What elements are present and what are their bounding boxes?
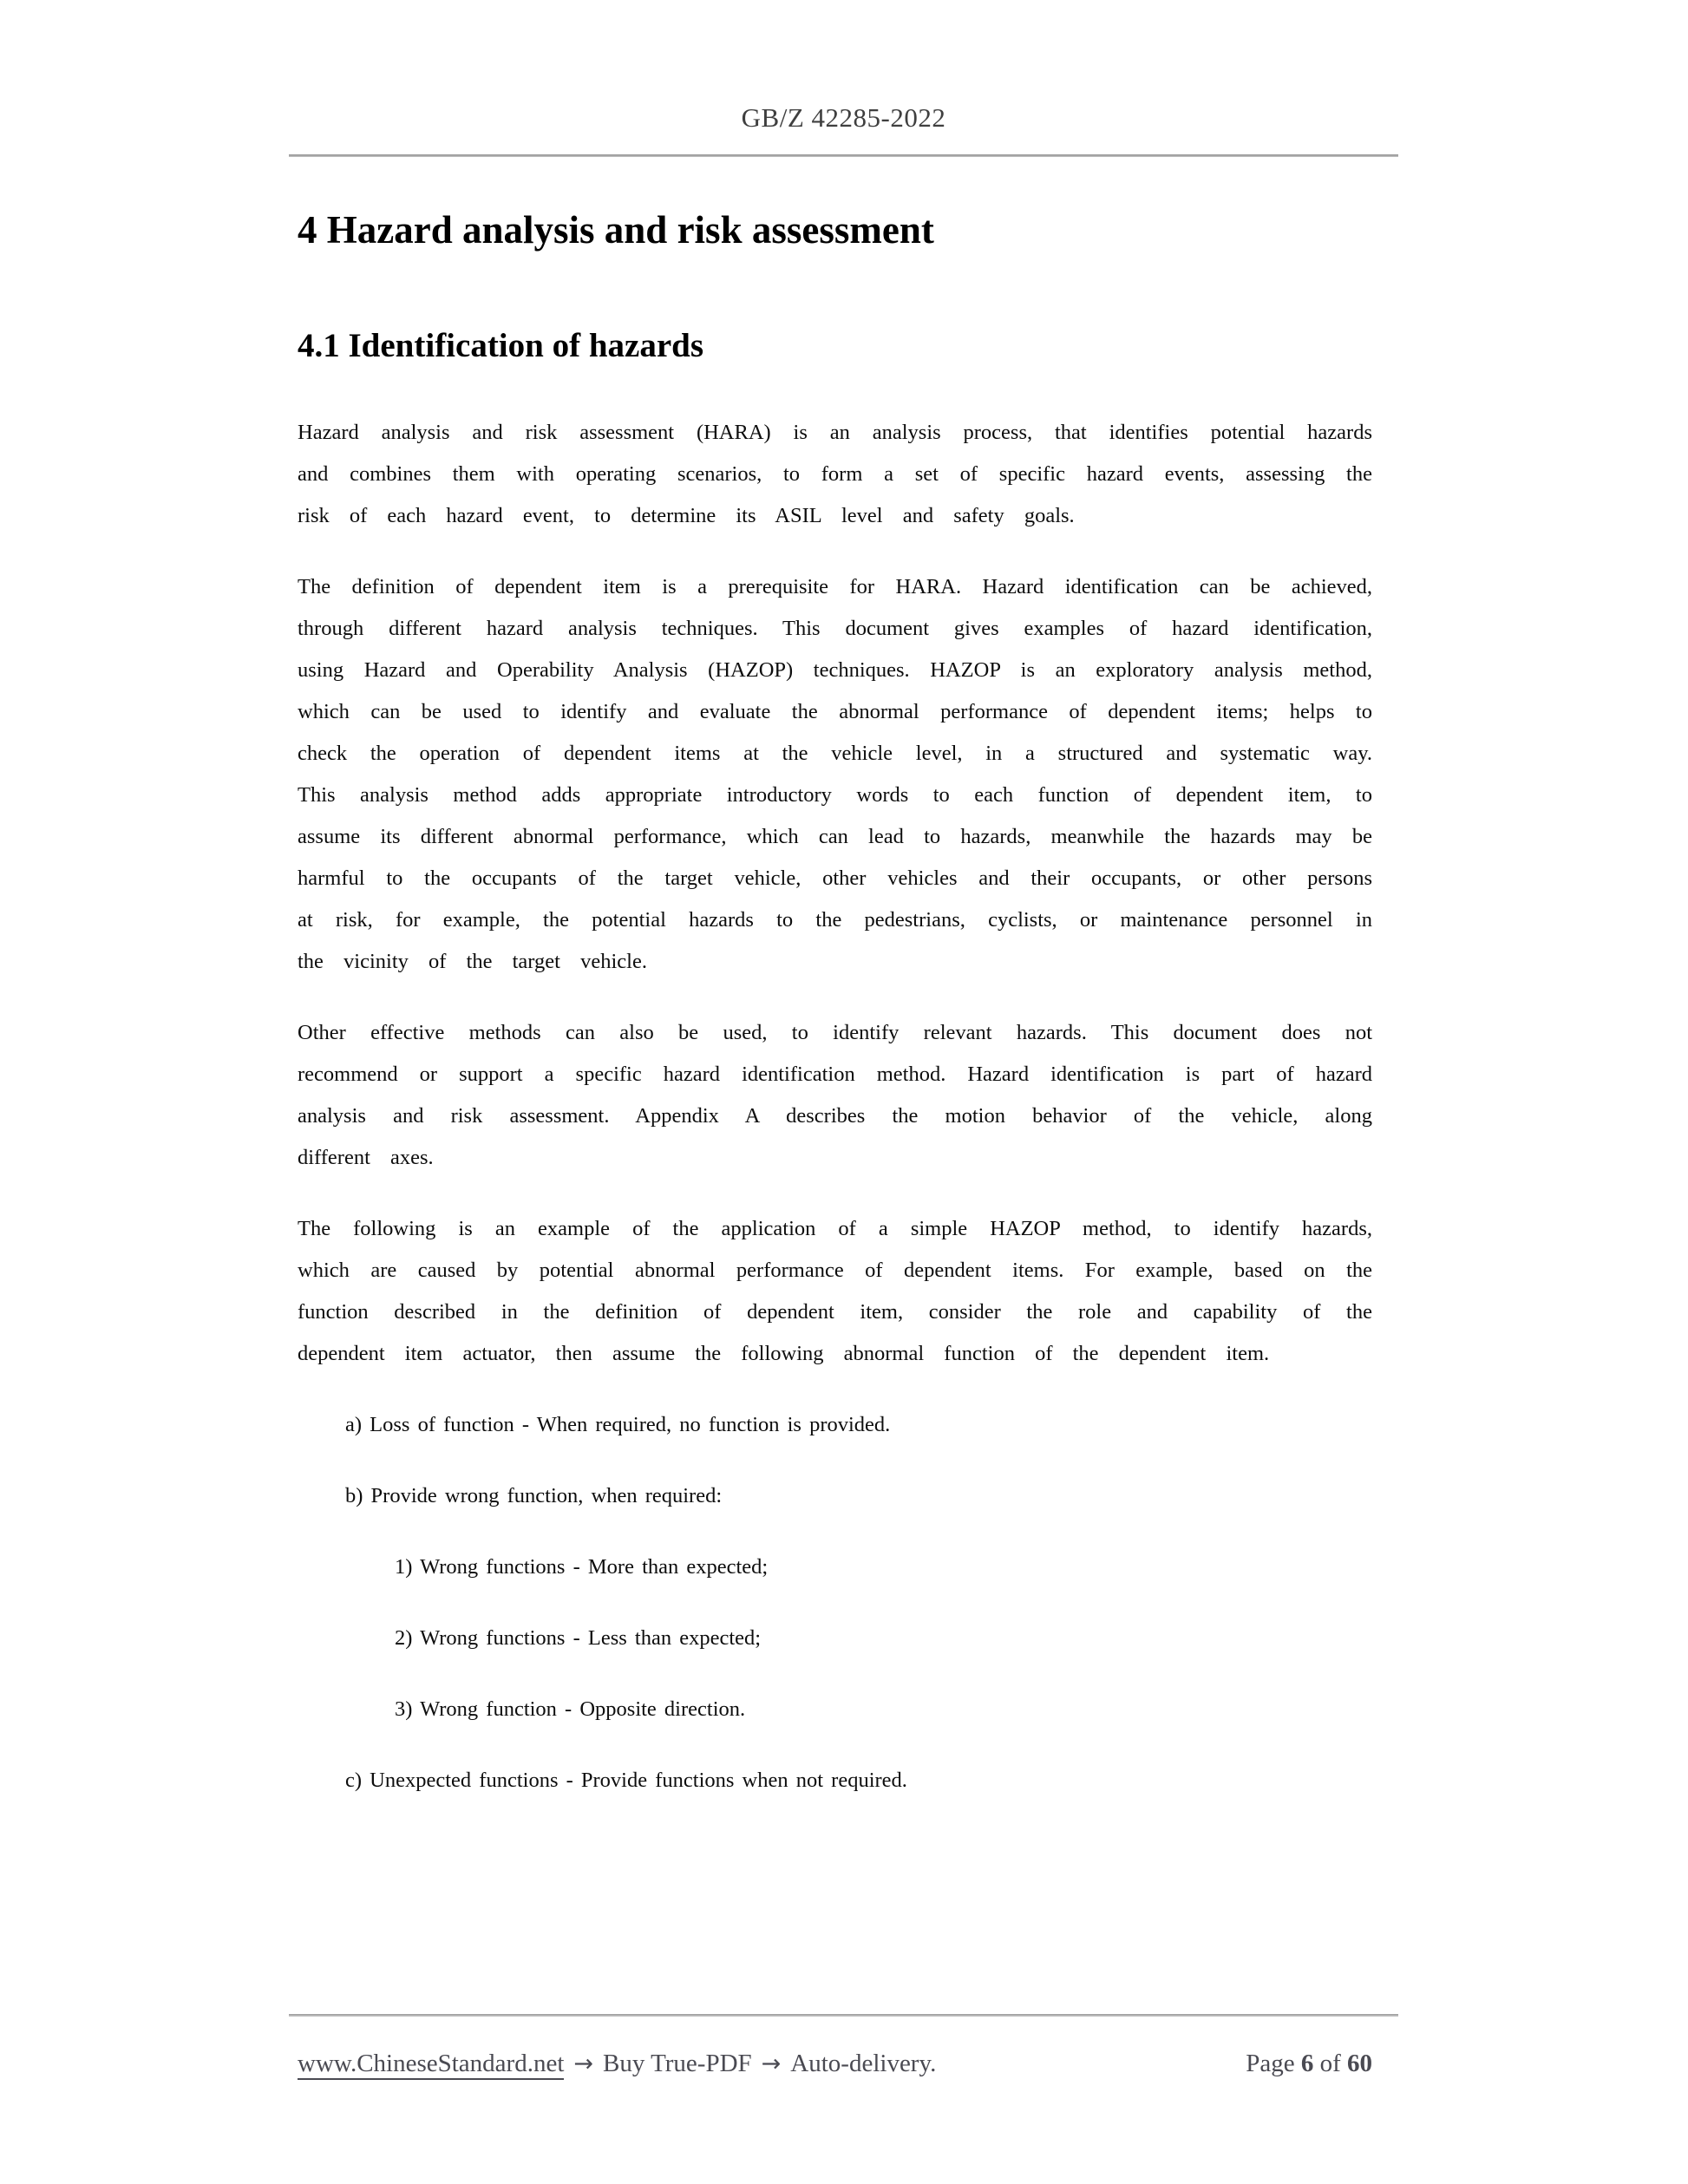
section-heading: 4 Hazard analysis and risk assessment [298, 208, 934, 252]
page-word: Page [1246, 2050, 1295, 2077]
subsection-heading: 4.1 Identification of hazards [298, 327, 703, 364]
arrow-icon: → [761, 2050, 782, 2077]
list-item-text: Provide wrong function, when required: [370, 1484, 723, 1507]
list-item-text: Wrong function - Opposite direction. [420, 1697, 746, 1721]
list-item-b2 [298, 1618, 1372, 1659]
list-item-b [298, 1475, 1372, 1517]
footer-buy-text: Buy True-PDF [603, 2050, 752, 2077]
footer-row [289, 2048, 1398, 2080]
of-word: of [1319, 2050, 1341, 2077]
footer-tagline [298, 2048, 936, 2080]
arrow-icon: → [573, 2050, 594, 2077]
list-item-text: Wrong functions - More than expected; [420, 1555, 769, 1579]
doc-number: GB/Z 42285-2022 [741, 102, 946, 133]
list-item-text: Unexpected functions - Provide functions when not required. [370, 1769, 907, 1792]
list-item-text: Loss of function - When required, no function is provided. [370, 1413, 891, 1436]
list-item-b1 [298, 1546, 1372, 1588]
website-link[interactable]: www.ChineseStandard.net [298, 2050, 564, 2080]
list-item-label: c) [345, 1769, 363, 1792]
list-item-c [298, 1760, 1372, 1801]
list-item-label: 2) [395, 1626, 413, 1650]
list-item-label: a) [345, 1413, 363, 1436]
paragraph-2: The definition of dependent item is a prerequisite for HARA. Hazard identification can be achieved, through different hazard analysis techniques. This document gives examples of hazard identification, using Hazard and Operability Analysis (HAZOP) techniques. HAZOP is an exploratory analysis method, which can be used to identify and evaluate the abnormal performance of dependent items; helps to check the operation of dependent items at the vehicle level, in a structured and systematic way. This analysis method adds appropriate introductory words to each function of dependent item, to assume its different abnormal performance, which can lead to hazards, meanwhile the hazards may be harmful to the occupants of the target vehicle, other vehicles and their occupants, or other persons at risk, for example, the potential hazards to the pedestrians, cyclists, or maintenance personnel in the vicinity of the target vehicle. [298, 575, 1372, 973]
list-item-label: b) [345, 1484, 363, 1507]
footer-divider [289, 2014, 1398, 2017]
paragraph-3: Other effective methods can also be used, to identify relevant hazards. This document does not recommend or support a specific hazard identification method. Hazard identification is part of hazard analysis and risk assessment. Appendix A describes the motion behavior of the vehicle, along different axes. [298, 1021, 1372, 1169]
paragraph-1: Hazard analysis and risk assessment (HARA) is an analysis process, that identifies potential hazards and combines them with operating scenarios, to form a set of specific hazard events, assessing the risk of each hazard event, to determine its ASIL level and safety goals. [298, 421, 1372, 527]
page-total: 60 [1347, 2050, 1372, 2077]
list-item-label: 3) [395, 1697, 413, 1721]
header-divider [289, 154, 1398, 157]
page-number: 6 [1300, 2050, 1314, 2077]
list-item-text: Wrong functions - Less than expected; [420, 1626, 762, 1650]
page-footer [289, 2014, 1398, 2080]
list-item-label: 1) [395, 1555, 413, 1579]
page-content [289, 0, 1398, 1801]
page-indicator [1246, 2048, 1372, 2079]
list-item-a [298, 1404, 1372, 1446]
footer-delivery-text: Auto-delivery. [790, 2050, 937, 2077]
list-item-b3 [298, 1689, 1372, 1730]
paragraph-4: The following is an example of the application of a simple HAZOP method, to identify hazards, which are caused by potential abnormal performance of dependent items. For example, based on the function described in the definition of dependent item, consider the role and capability of the dependent item actuator, then assume the following abnormal function of the dependent item. [298, 1217, 1372, 1365]
